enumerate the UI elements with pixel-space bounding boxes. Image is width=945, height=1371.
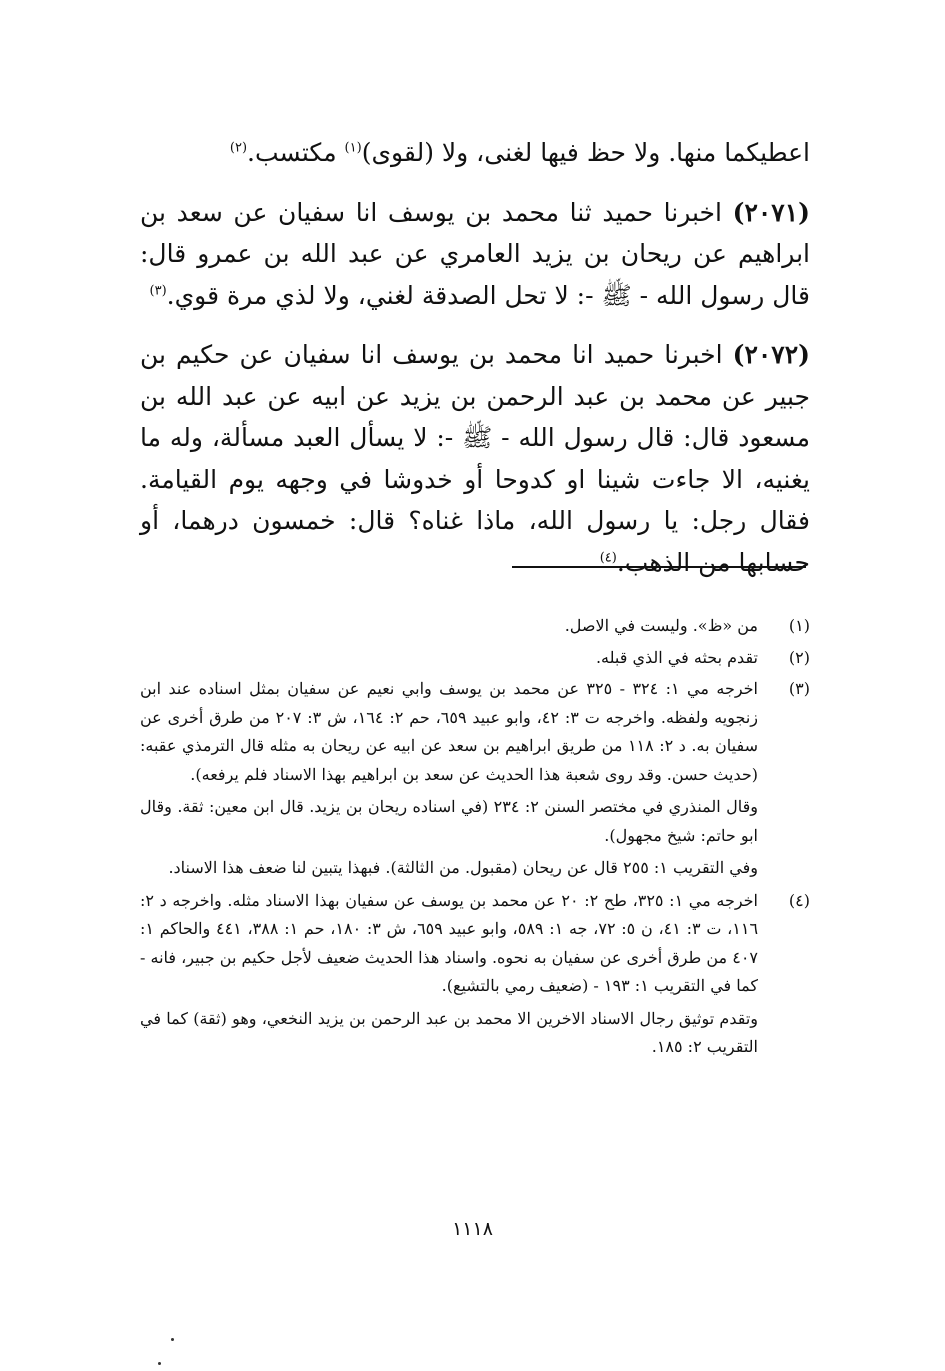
hadith-text: اخبرنا حميد ثنا محمد بن يوسف انا سفيان عن سعد بن ابراهيم عن ريحان بن يزيد العامري عن عبد الله بن عمرو قال: قال رسول الله - ﷺ -: لا تحل الصدقة لغني، ولا لذي مرة قوي.: [140, 197, 810, 310]
footnote-1: [140, 612, 810, 641]
continuation-text-end: مكتسب.: [247, 138, 345, 167]
hadith-number: (٢٠٧١): [732, 197, 810, 227]
continuation-text: اعطيكما منها. ولا حظ فيها لغنى، ولا (لقوى): [361, 138, 810, 167]
page-number: ١١١٨: [452, 1218, 493, 1240]
hadith-text: اخبرنا حميد انا محمد بن يوسف انا سفيان عن حكيم بن جبير عن محمد بن عبد الرحمن بن يزيد عن ابيه عن عبد الله بن مسعود قال: قال رسول الله - ﷺ -: لا يسأل العبد مسألة، وله ما يغنيه، الا جاءت شينا او كدوحا أو خدوشا في وجهه يوم القيامة. فقال رجل: يا رسول الله، ماذا غناه؟ قال: خمسون درهما، أو حسابها من الذهب.: [140, 340, 810, 577]
footnote-mark: (٣): [788, 679, 810, 698]
hadith-2071: [140, 192, 810, 317]
footnote-mark: (٢): [788, 647, 810, 667]
footnote-4: [140, 887, 810, 1062]
footnote-3: [140, 675, 810, 883]
hadith-number: (٢٠٧٢): [732, 340, 810, 369]
footnote-ref: (٣): [149, 283, 167, 299]
footnote-text: وقال المنذري في مختصر السنن ٢: ٢٣٤ (في اسناده ريحان بن يزيد. قال ابن معين: ثقة. وقال ابو حاتم: شيخ مجهول).: [140, 797, 758, 845]
footnote-text: تقدم بحثه في الذي قبله.: [595, 647, 758, 667]
footnote-text: وتقدم توثيق رجال الاسناد الاخرين الا محمد بن عبد الرحمن بن يزيد النخعي، وهو (ثقة) كما في التقريب ٢: ١٨٥.: [140, 1008, 758, 1056]
footnotes: [140, 612, 810, 1065]
footnote-text: وفي التقريب ١: ٢٥٥ قال عن ريحان (مقبول. من الثالثة). فبهذا يتبين لنا ضعف هذا الاسناد.: [168, 858, 758, 877]
footnote-ref: (١): [344, 140, 362, 156]
footnote-divider: [512, 566, 806, 568]
footnote-text: اخرجه مي ١: ٣٢٤ - ٣٢٥ عن محمد بن يوسف وابي نعيم عن سفيان بمثل اسناده عند ابن زنجويه ولفظه. واخرجه ت ٣: ٤٢، وابو عبيد ٦٥٩، حم ٢: ١٦٤، ش ٣: ٢٠٧ من طرق أخرى عن سفيان به. د ٢: ١١٨ من طريق ابراهيم بن سعد عن ابيه عن ريحان به مثله قال الترمذي عقبه: (حديث حسن. وقد روى شعبة هذا الحديث عن سعد بن ابراهيم بهذا الاسناد فلم يرفعه).: [140, 679, 759, 784]
footnote-mark: (٤): [788, 890, 810, 910]
footnote-ref: (٤): [599, 550, 617, 566]
scan-speck: [171, 1338, 174, 1341]
paragraph-continuation: [140, 132, 810, 174]
footnote-2: [140, 644, 810, 673]
footnote-mark: (١): [788, 616, 810, 635]
footnote-text: اخرجه مي ١: ٣٢٥، طح ٢: ٢٠ عن محمد بن يوسف عن سفيان بهذا الاسناد مثله. واخرجه د ٢: ١١٦، ت ٣: ٤١، ن ٥: ٧٢، جه ١: ٥٨٩، وابو عبيد ٦٥٩، ش ٣: ١٨٠، حم ١: ٣٨٨، ٤٤١ والحاكم ١: ٤٠٧ من طرق أخرى عن سفيان به نحوه. واسناد هذا الحديث ضعيف لأجل حكيم بن جبير، فانه - كما في التقريب ١: ١٩٣ - (ضعيف رمي بالتشيع).: [140, 890, 759, 995]
footnote-text: من «ظ». وليست في الاصل.: [564, 616, 758, 635]
hadith-2072: [140, 334, 810, 583]
main-text: [140, 132, 810, 583]
footnote-ref: (٢): [229, 140, 248, 156]
scan-speck: [158, 1362, 161, 1365]
